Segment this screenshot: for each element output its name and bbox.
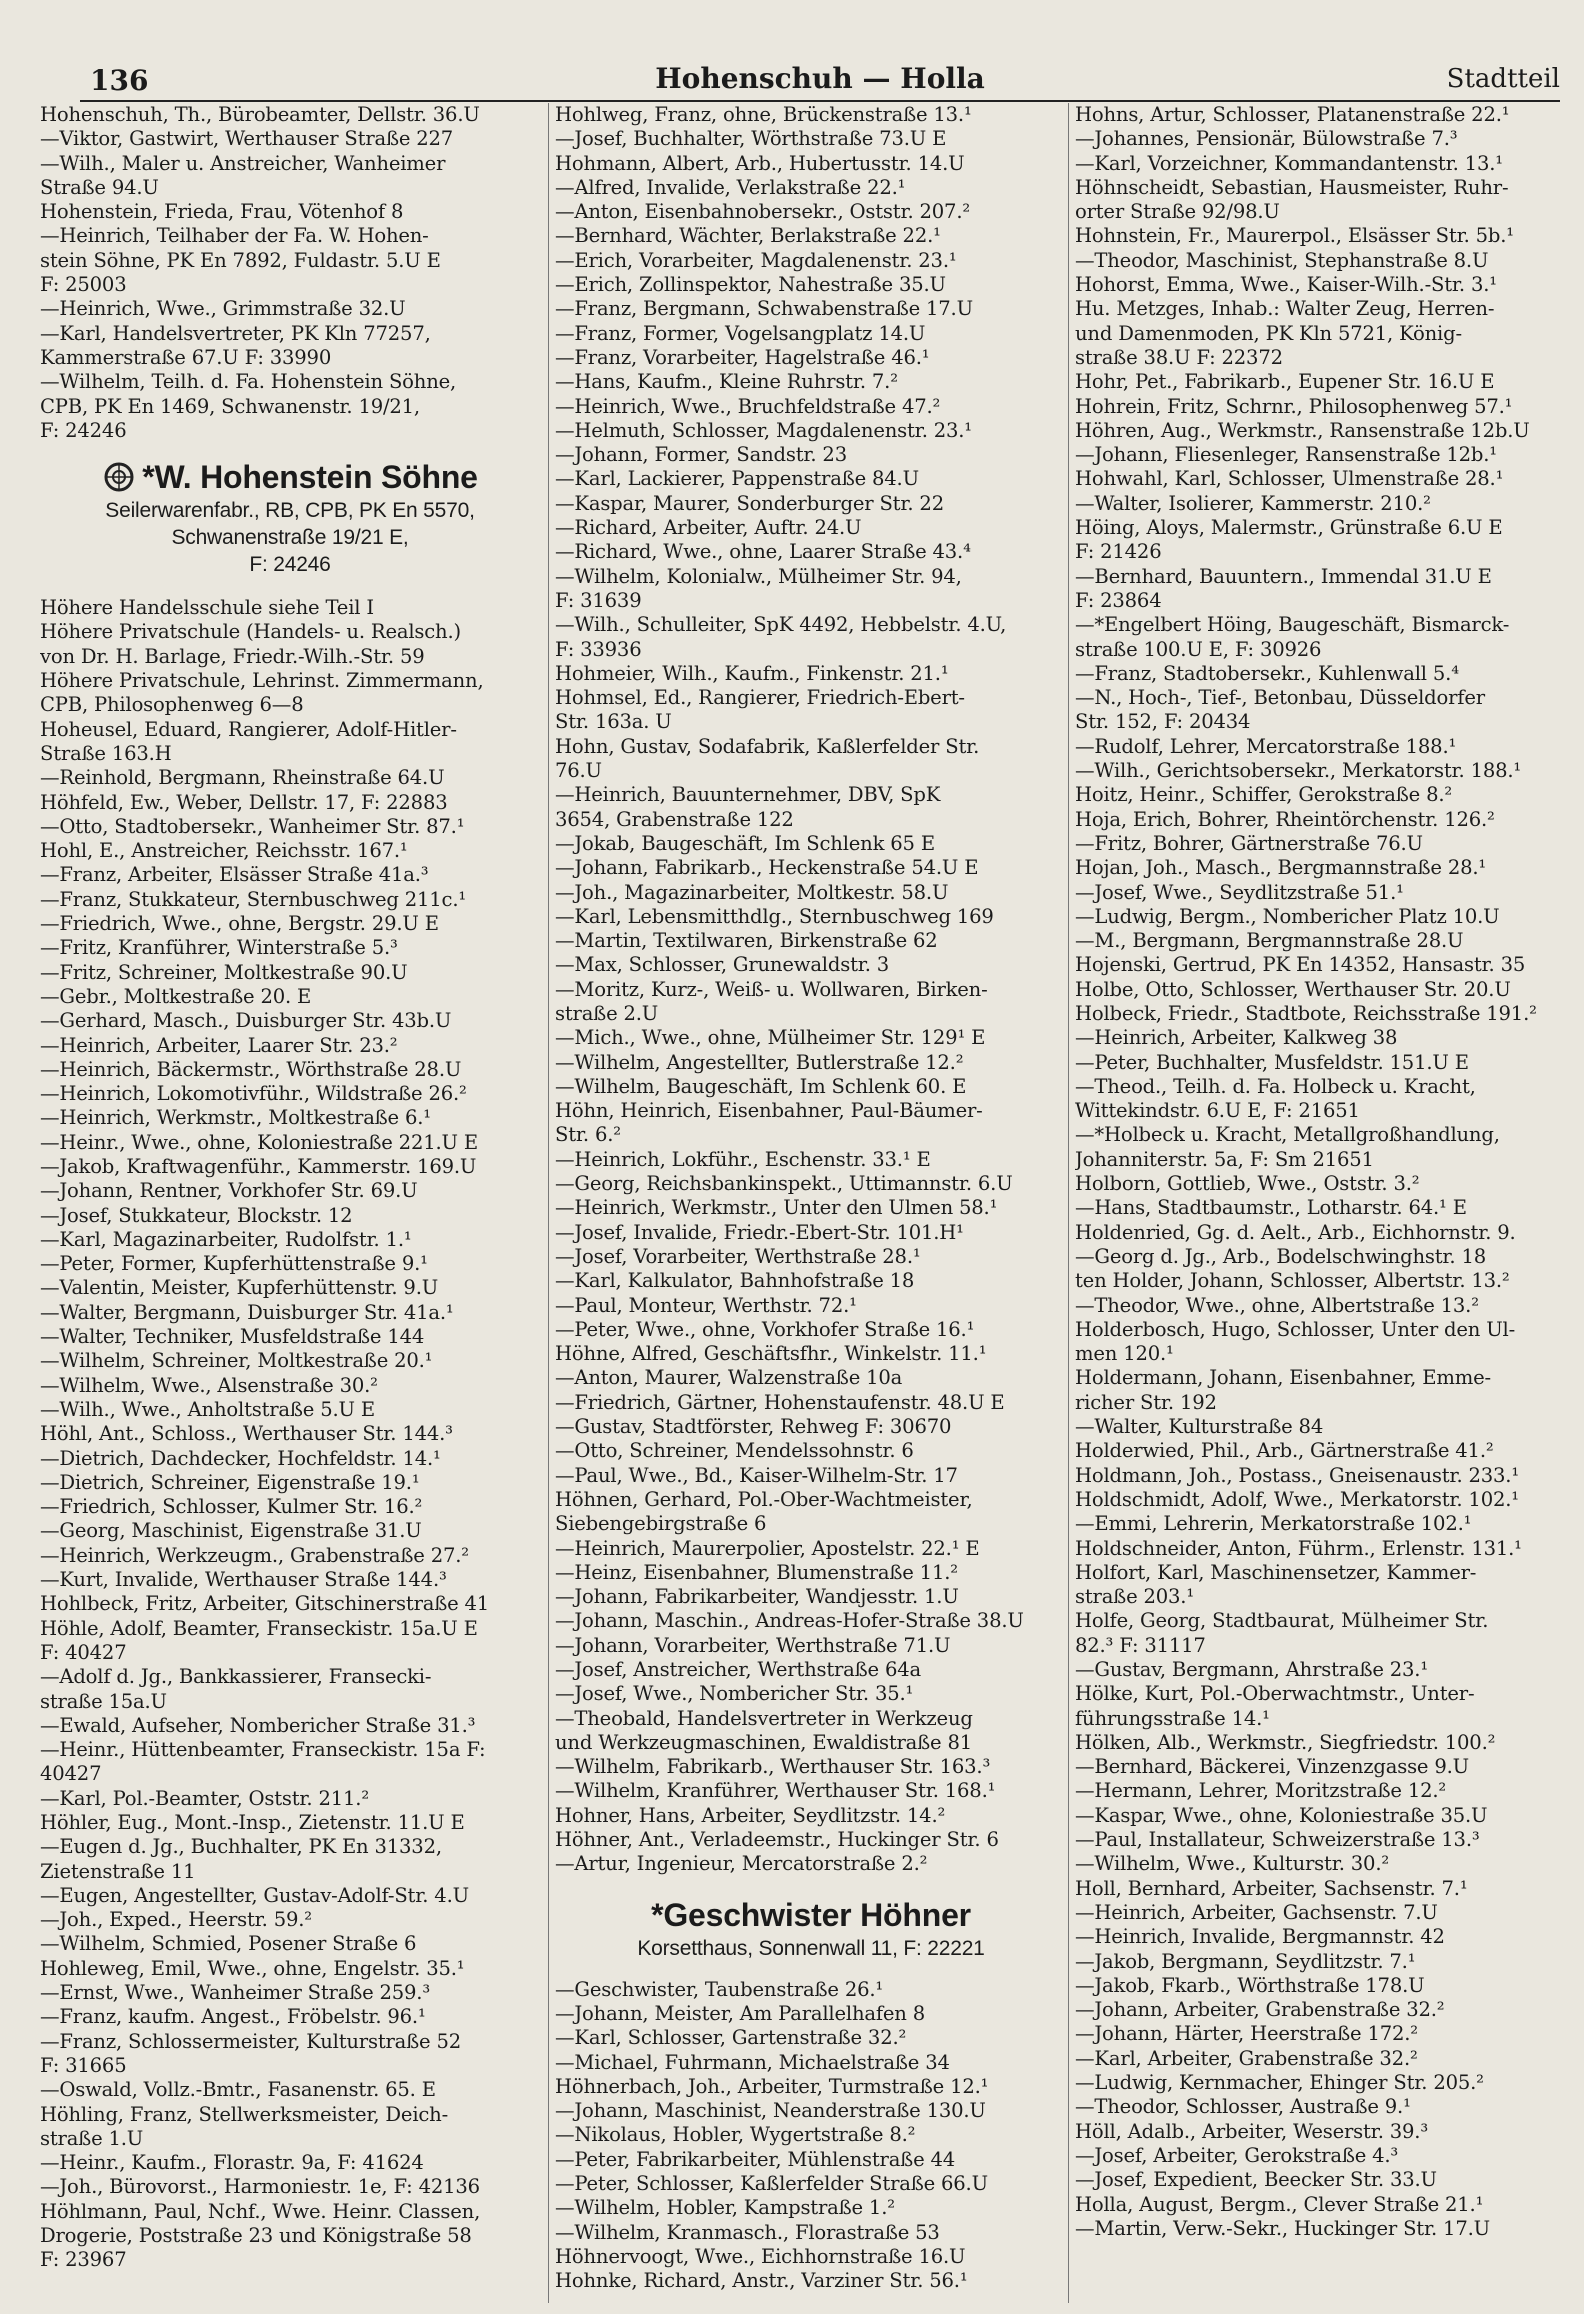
directory-entry-line: —Kaspar, Wwe., ohne, Koloniestraße 35.U — [1075, 1803, 1488, 1827]
directory-entry-line: —Ernst, Wwe., Wanheimer Straße 259.³ — [40, 1981, 430, 2005]
advert-line: F: 24246 — [249, 553, 331, 577]
directory-entry-line: —Heinrich, Arbeiter, Laarer Str. 23.² — [40, 1033, 398, 1057]
directory-entry-line: 40427 — [40, 1762, 102, 1786]
directory-entry-line: —Fritz, Bohrer, Gärtnerstraße 76.U — [1075, 831, 1423, 855]
directory-entry-line: Holdmann, Joh., Postass., Gneisenaustr. 233.¹ — [1075, 1463, 1519, 1487]
directory-entry-line: —Johann, Maschinist, Neanderstraße 130.U — [555, 2099, 986, 2123]
directory-entry-line: F: 23864 — [1075, 588, 1162, 612]
directory-entry-line: —Karl, Lebensmitthdlg., Sternbuschweg 169 — [555, 904, 994, 928]
directory-entry-line: —Wilhelm, Schmied, Posener Straße 6 — [40, 1932, 417, 1956]
directory-entry-line: —Otto, Schreiner, Mendelssohnstr. 6 — [555, 1439, 914, 1463]
directory-entry-line: Holla, August, Bergm., Clever Straße 21.¹ — [1075, 2192, 1484, 2216]
directory-entry-line: —Heinr., Wwe., ohne, Koloniestraße 221.U E — [40, 1130, 478, 1154]
directory-entry-line: Hohenschuh, Th., Bürobeamter, Dellstr. 36.U — [40, 103, 480, 126]
directory-entry-line: men 120.¹ — [1075, 1342, 1174, 1366]
directory-entry-line: Hölken, Alb., Werkmstr., Siegfriedstr. 100.² — [1075, 1730, 1496, 1754]
column-1 — [40, 103, 540, 2303]
directory-entry-line: —Paul, Wwe., Bd., Kaiser-Wilhelm-Str. 17 — [555, 1463, 958, 1487]
directory-entry-line: —Ludwig, Kernmacher, Ehinger Str. 205.² — [1075, 2071, 1484, 2095]
directory-entry-line: F: 25003 — [40, 273, 127, 297]
directory-entry-line: —Johann, Arbeiter, Grabenstraße 32.² — [1075, 1998, 1445, 2022]
directory-entry-line: Holdschmidt, Adolf, Wwe., Merkatorstr. 102.¹ — [1075, 1487, 1519, 1511]
directory-entry-line: —Heinrich, Maurerpolier, Apostelstr. 22.¹ E — [555, 1536, 980, 1560]
directory-entry-line: Hojan, Joh., Masch., Bergmannstraße 28.¹ — [1075, 856, 1487, 880]
directory-entry-line: —Heinr., Kaufm., Florastr. 9a, F: 41624 — [40, 2151, 424, 2175]
directory-entry-line: CPB, PK En 1469, Schwanenstr. 19/21, — [40, 394, 420, 418]
directory-entry-line: 82.³ F: 31117 — [1075, 1633, 1206, 1657]
directory-entry-line: Höhn, Heinrich, Eisenbahner, Paul-Bäumer- — [555, 1099, 983, 1123]
directory-entry-line: 3654, Grabenstraße 122 — [555, 807, 794, 831]
directory-entry-line: stein Söhne, PK En 7892, Fuldastr. 5.U E — [40, 248, 441, 272]
directory-entry-line: Höhnervoogt, Wwe., Eichhornstraße 16.U — [555, 2244, 966, 2268]
directory-entry-line: Holbe, Otto, Schlosser, Werthauser Str. 20.U — [1075, 977, 1511, 1001]
directory-entry-line: Str. 163a. U — [555, 710, 672, 734]
directory-entry-line: Hohnstein, Fr., Maurerpol., Elsässer Str. 5b.¹ — [1075, 224, 1514, 248]
directory-entry-line: —Jokab, Baugeschäft, Im Schlenk 65 E — [555, 831, 935, 855]
directory-entry-line: —Hermann, Lehrer, Moritzstraße 12.² — [1075, 1779, 1447, 1803]
directory-entry-line: F: 23967 — [40, 2248, 127, 2272]
directory-entry-line: —Georg d. Jg., Arb., Bodelschwinghstr. 18 — [1075, 1244, 1486, 1268]
directory-entry-line: —Friedrich, Wwe., ohne, Bergstr. 29.U E — [40, 912, 439, 936]
directory-entry-line: —Dietrich, Schreiner, Eigenstraße 19.¹ — [40, 1470, 420, 1494]
directory-entry-line: —Heinrich, Lokführ., Eschenstr. 33.¹ E — [555, 1147, 931, 1171]
directory-entry-line: —Johann, Härter, Heerstraße 172.² — [1075, 2022, 1418, 2046]
directory-entry-line: —Franz, Vorarbeiter, Hagelstraße 46.¹ — [555, 345, 930, 369]
directory-entry-line: Hohenstein, Frieda, Frau, Vötenhof 8 — [40, 200, 404, 224]
directory-entry-line: —Josef, Buchhalter, Wörthstraße 73.U E — [555, 127, 947, 151]
directory-entry-line: Hohns, Artur, Schlosser, Platanenstraße 22.¹ — [1075, 103, 1510, 126]
directory-entry-line: —Heinr., Hüttenbeamter, Franseckistr. 15a F: — [40, 1738, 486, 1762]
directory-entry-line: —Wilhelm, Kranmasch., Florastraße 53 — [555, 2220, 940, 2244]
directory-entry-line: —Johann, Maschin., Andreas-Hofer-Straße 38.U — [555, 1609, 1024, 1633]
directory-entry-line: Höhlmann, Paul, Nchf., Wwe. Heinr. Classen, — [40, 2199, 481, 2223]
directory-entry-line: —Fritz, Kranführer, Winterstraße 5.³ — [40, 936, 398, 960]
directory-entry-line: —Walter, Techniker, Musfeldstraße 144 — [40, 1325, 425, 1349]
directory-entry-line: Hohleweg, Emil, Wwe., ohne, Engelstr. 35.¹ — [40, 1956, 465, 1980]
directory-entry-line: und Damenmoden, PK Kln 5721, König- — [1075, 321, 1462, 345]
directory-entry-line: —Franz, kaufm. Angest., Fröbelstr. 96.¹ — [40, 2005, 426, 2029]
directory-entry-line: —Wilhelm, Baugeschäft, Im Schlenk 60. E — [555, 1074, 967, 1098]
directory-entry-line: —Wilh., Maler u. Anstreicher, Wanheimer — [40, 151, 446, 175]
directory-entry-line: —Bernhard, Bauuntern., Immendal 31.U E — [1075, 564, 1492, 588]
directory-entry-line: —Dietrich, Dachdecker, Hochfeldstr. 14.¹ — [40, 1446, 441, 1470]
directory-entry-line: —Josef, Stukkateur, Blockstr. 12 — [40, 1203, 353, 1227]
directory-entry-line: —Heinrich, Werkzeugm., Grabenstraße 27.² — [40, 1543, 469, 1567]
directory-entry-line: —Ludwig, Bergm., Nombericher Platz 10.U — [1075, 904, 1500, 928]
directory-entry-line: richer Str. 192 — [1075, 1390, 1217, 1414]
directory-entry-line: F: 31665 — [40, 2053, 127, 2077]
directory-entry-line: —Josef, Wwe., Seydlitzstraße 51.¹ — [1075, 880, 1404, 904]
directory-entry-line: Hoja, Erich, Bohrer, Rheintörchenstr. 126.² — [1075, 807, 1495, 831]
directory-entry-line: —Heinrich, Werkmstr., Unter den Ulmen 58.¹ — [555, 1196, 998, 1220]
directory-entry-line: —Joh., Exped., Heerstr. 59.² — [40, 1908, 312, 1932]
directory-entry-line: Höing, Aloys, Malermstr., Grünstraße 6.U E — [1075, 516, 1503, 540]
advert-line: Schwanenstraße 19/21 E, — [171, 526, 409, 550]
directory-entry-line: —Reinhold, Bergmann, Rheinstraße 64.U — [40, 766, 445, 790]
directory-entry-line: Holbeck, Friedr., Stadtbote, Reichsstraße 191.² — [1075, 1001, 1537, 1025]
directory-entry-line: —Michael, Fuhrmann, Michaelstraße 34 — [555, 2050, 950, 2074]
directory-entry-line: ten Holder, Johann, Schlosser, Albertstr. 13.² — [1075, 1269, 1510, 1293]
directory-entry-line: Höhler, Eug., Mont.-Insp., Zietenstr. 11.U E — [40, 1811, 465, 1834]
column-3 — [1068, 103, 1575, 2303]
directory-entry-line: —Wilh., Gerichtsobersekr., Merkatorstr. 188.¹ — [1075, 759, 1522, 783]
directory-entry-line: F: 31639 — [555, 588, 642, 612]
directory-entry-line: Holdschneider, Anton, Führm., Erlenstr. 131.¹ — [1075, 1536, 1522, 1560]
directory-entry-line: Wittekindstr. 6.U E, F: 21651 — [1075, 1099, 1360, 1123]
directory-entry-line: —Heinrich, Wwe., Bruchfeldstraße 47.² — [555, 394, 941, 418]
directory-entry-line: Höhnscheidt, Sebastian, Hausmeister, Ruhr- — [1075, 175, 1509, 199]
directory-entry-line: —Moritz, Kurz-, Weiß- u. Wollwaren, Birken- — [555, 977, 988, 1001]
directory-entry-line: 76.U — [555, 759, 602, 783]
directory-entry-line: straße 100.U E, F: 30926 — [1075, 637, 1322, 661]
directory-entry-line: —Anton, Maurer, Walzenstraße 10a — [555, 1366, 903, 1390]
directory-entry-line: Kammerstraße 67.U F: 33990 — [40, 345, 332, 369]
directory-entry-line: —Richard, Wwe., ohne, Laarer Straße 43.⁴ — [555, 540, 971, 564]
directory-entry-line: Straße 163.H — [40, 741, 172, 765]
directory-entry-line: —Bernhard, Wächter, Berlakstraße 22.¹ — [555, 224, 941, 248]
directory-entry-line: —Johannes, Pensionär, Bülowstraße 7.³ — [1075, 127, 1458, 151]
directory-entry-line: —Josef, Arbeiter, Gerokstraße 4.³ — [1075, 2143, 1399, 2167]
directory-entry-line: —Josef, Expedient, Beecker Str. 33.U — [1075, 2168, 1437, 2192]
directory-entry-line: —Martin, Textilwaren, Birkenstraße 62 — [555, 929, 938, 953]
directory-entry-line: Holl, Bernhard, Arbeiter, Sachsenstr. 7.¹ — [1075, 1876, 1468, 1900]
directory-entry-line: Hohr, Pet., Fabrikarb., Eupener Str. 16.U E — [1075, 370, 1495, 394]
directory-entry-line: —Josef, Vorarbeiter, Werthstraße 28.¹ — [555, 1244, 921, 1268]
directory-entry-line: —Paul, Installateur, Schweizerstraße 13.³ — [1075, 1828, 1480, 1852]
directory-entry-line: Höhne, Alfred, Geschäftsfhr., Winkelstr. 11.¹ — [555, 1342, 987, 1366]
directory-entry-line: Str. 152, F: 20434 — [1075, 710, 1251, 734]
directory-entry-line: F: 33936 — [555, 637, 642, 661]
directory-entry-line: —Friedrich, Schlosser, Kulmer Str. 16.² — [40, 1495, 423, 1519]
directory-entry-line: —Georg, Reichsbankinspekt., Uttimannstr. 6.U — [555, 1172, 1013, 1196]
column-3-entries — [1075, 103, 1575, 2241]
directory-entry-line: —Franz, Bergmann, Schwabenstraße 17.U — [555, 297, 973, 321]
directory-entry-line: —Karl, Pol.-Beamter, Oststr. 211.² — [40, 1786, 369, 1810]
directory-entry-line: —Paul, Monteur, Werthstr. 72.¹ — [555, 1293, 857, 1317]
directory-entry-line: —Theodor, Schlosser, Austraße 9.¹ — [1075, 2095, 1411, 2119]
advert-line: Korsetthaus, Sonnenwall 11, F: 22221 — [637, 1936, 985, 1960]
directory-entry-line: Hojenski, Gertrud, PK En 14352, Hansastr. 35 — [1075, 953, 1526, 977]
directory-entry-line: —Josef, Wwe., Nombericher Str. 35.¹ — [555, 1682, 914, 1706]
directory-entry-line: —Otto, Stadtobersekr., Wanheimer Str. 87.¹ — [40, 814, 465, 838]
directory-entry-line: —Karl, Vorzeichner, Kommandantenstr. 13.¹ — [1075, 151, 1503, 175]
directory-entry-line: —Hans, Kaufm., Kleine Ruhrstr. 7.² — [555, 370, 898, 394]
directory-entry-line: —Mich., Wwe., ohne, Mülheimer Str. 129¹ E — [555, 1026, 986, 1050]
directory-entry-line: —Artur, Ingenieur, Mercatorstraße 2.² — [555, 1852, 928, 1876]
directory-entry-line: —Rudolf, Lehrer, Mercatorstraße 188.¹ — [1075, 734, 1457, 758]
column-2-entries-bottom — [555, 1978, 1067, 2294]
directory-entry-line: Hohn, Gustav, Sodafabrik, Kaßlerfelder Str. — [555, 734, 980, 758]
directory-entry-line: Holborn, Gottlieb, Wwe., Oststr. 3.² — [1075, 1172, 1420, 1196]
directory-entry-line: —Theobald, Handelsvertreter in Werkzeug — [555, 1706, 973, 1730]
directory-entry-line: CPB, Philosophenweg 6—8 — [40, 693, 304, 717]
directory-entry-line: Holderwied, Phil., Arb., Gärtnerstraße 41.² — [1075, 1439, 1494, 1463]
directory-entry-line: —Wilhelm, Kranführer, Werthauser Str. 168.¹ — [555, 1779, 996, 1803]
directory-entry-line: und Werkzeugmaschinen, Ewaldistraße 81 — [555, 1730, 972, 1754]
section-label: Stadtteil — [1446, 64, 1560, 94]
directory-entry-line: —Heinrich, Bäckermstr., Wörthstraße 28.U — [40, 1057, 462, 1081]
directory-entry-line: —Max, Schlosser, Grunewaldstr. 3 — [555, 953, 890, 977]
directory-entry-line: Hohl, E., Anstreicher, Reichsstr. 167.¹ — [40, 839, 408, 863]
directory-entry-line: Str. 6.² — [555, 1123, 621, 1147]
directory-entry-line: —Josef, Invalide, Friedr.-Ebert-Str. 101.H¹ — [555, 1220, 964, 1244]
directory-entry-line: F: 40427 — [40, 1640, 127, 1664]
directory-entry-line: —Jakob, Fkarb., Wörthstraße 178.U — [1075, 1973, 1425, 1997]
directory-entry-line: —Richard, Arbeiter, Auftr. 24.U — [555, 516, 862, 540]
directory-entry-line: —Theod., Teilh. d. Fa. Holbeck u. Kracht, — [1075, 1074, 1476, 1098]
directory-entry-line: Zietenstraße 11 — [40, 1859, 196, 1883]
directory-entry-line: —Heinrich, Lokomotivführ., Wildstraße 26.² — [40, 1082, 467, 1106]
directory-entry-line: —M., Bergmann, Bergmannstraße 28.U — [1075, 929, 1464, 953]
directory-entry-line: Hölke, Kurt, Pol.-Oberwachtmstr., Unter- — [1075, 1682, 1475, 1706]
company-logo-icon — [102, 460, 136, 494]
directory-entry-line: Höhere Privatschule, Lehrinst. Zimmermann, — [40, 669, 484, 693]
directory-entry-line: Hoheusel, Eduard, Rangierer, Adolf-Hitler- — [40, 717, 457, 741]
directory-entry-line: Hohnke, Richard, Anstr., Varziner Str. 56.¹ — [555, 2269, 968, 2293]
directory-entry-line: —Franz, Arbeiter, Elsässer Straße 41a.³ — [40, 863, 429, 887]
directory-entry-line: —Johann, Rentner, Vorkhofer Str. 69.U — [40, 1179, 418, 1203]
directory-entry-line: —Kaspar, Maurer, Sonderburger Str. 22 — [555, 491, 944, 515]
directory-entry-line: —Gebr., Moltkestraße 20. E — [40, 984, 312, 1008]
directory-entry-line: —Eugen d. Jg., Buchhalter, PK En 31332, — [40, 1835, 442, 1859]
directory-entry-line: —Oswald, Vollz.-Bmtr., Fasanenstr. 65. E — [40, 2078, 436, 2102]
directory-entry-line: Hohlweg, Franz, ohne, Brückenstraße 13.¹ — [555, 103, 972, 126]
directory-entry-line: —Fritz, Schreiner, Moltkestraße 90.U — [40, 960, 408, 984]
directory-entry-line: Straße 94.U — [40, 175, 159, 199]
directory-entry-line: Holfe, Georg, Stadtbaurat, Mülheimer Str. — [1075, 1609, 1489, 1633]
directory-entry-line: Hohlbeck, Fritz, Arbeiter, Gitschinerstraße 41 — [40, 1592, 490, 1616]
directory-entry-line: straße 15a.U — [40, 1689, 167, 1713]
directory-entry-line: —Peter, Wwe., ohne, Vorkhofer Straße 16.¹ — [555, 1317, 975, 1341]
directory-entry-line: Höhl, Ant., Schloss., Werthauser Str. 144.³ — [40, 1422, 453, 1446]
directory-entry-line: Hohmeier, Wilh., Kaufm., Finkenstr. 21.¹ — [555, 661, 949, 685]
directory-entry-line: —Theodor, Wwe., ohne, Albertstraße 13.² — [1075, 1293, 1479, 1317]
advert-title: *W. Hohenstein Söhne — [142, 459, 478, 496]
directory-entry-line: Holdenried, Gg. d. Aelt., Arb., Eichhornstr. 9. — [1075, 1220, 1516, 1244]
directory-entry-line: —Helmuth, Schlosser, Magdalenenstr. 23.¹ — [555, 418, 972, 442]
directory-entry-line: —Gerhard, Masch., Duisburger Str. 43b.U — [40, 1009, 452, 1033]
directory-entry-line: —Wilhelm, Wwe., Kulturstr. 30.² — [1075, 1852, 1389, 1876]
directory-entry-line: —Erich, Vorarbeiter, Magdalenenstr. 23.¹ — [555, 248, 957, 272]
directory-entry-line: Hoitz, Heinr., Schiffer, Gerokstraße 8.² — [1075, 783, 1453, 807]
directory-entry-line: —Karl, Schlosser, Gartenstraße 32.² — [555, 2026, 907, 2050]
directory-entry-line: —Josef, Anstreicher, Werthstraße 64a — [555, 1658, 921, 1681]
directory-entry-line: —Adolf d. Jg., Bankkassierer, Fransecki- — [40, 1665, 432, 1689]
directory-entry-line: —Wilh., Schulleiter, SpK 4492, Hebbelstr. 4.U, — [555, 613, 1007, 637]
directory-entry-line: —Heinrich, Teilhaber der Fa. W. Hohen- — [40, 224, 429, 248]
directory-entry-line: —Joh., Bürovorst., Harmoniestr. 1e, F: 42136 — [40, 2175, 480, 2199]
directory-entry-line: Höhren, Aug., Werkmstr., Ransenstraße 12b.U — [1075, 418, 1530, 442]
directory-entry-line: —Eugen, Angestellter, Gustav-Adolf-Str. 4.U — [40, 1883, 469, 1907]
directory-entry-line: Hohwahl, Karl, Schlosser, Ulmenstraße 28.¹ — [1075, 467, 1504, 491]
directory-entry-line: —Nikolaus, Hobler, Wygertstraße 8.² — [555, 2123, 916, 2147]
running-title: Hohenschuh — Holla — [655, 62, 985, 95]
directory-entry-line: —N., Hoch-, Tief-, Betonbau, Düsseldorfer — [1075, 686, 1485, 710]
directory-entry-line: Hohmsel, Ed., Rangierer, Friedrich-Ebert- — [555, 686, 965, 710]
directory-entry-line: Höhfeld, Ew., Weber, Dellstr. 17, F: 22883 — [40, 790, 448, 814]
directory-entry-line: —*Engelbert Höing, Baugeschäft, Bismarck- — [1075, 613, 1510, 637]
directory-entry-line: F: 21426 — [1075, 540, 1162, 564]
directory-entry-line: —Johann, Fliesenleger, Ransenstraße 12b.¹ — [1075, 443, 1497, 467]
directory-entry-line: —Karl, Lackierer, Pappenstraße 84.U — [555, 467, 919, 491]
directory-entry-line: —Karl, Kalkulator, Bahnhofstraße 18 — [555, 1269, 915, 1293]
directory-entry-line: —Emmi, Lehrerin, Merkatorstraße 102.¹ — [1075, 1512, 1472, 1536]
directory-entry-line: straße 1.U — [40, 2126, 144, 2150]
directory-entry-line: straße 38.U F: 22372 — [1075, 345, 1283, 369]
directory-entry-line: —Gustav, Stadtförster, Rehweg F: 30670 — [555, 1415, 952, 1439]
directory-entry-line: —Wilhelm, Angestellter, Butlerstraße 12.² — [555, 1050, 964, 1074]
directory-entry-line: —Joh., Magazinarbeiter, Moltkestr. 58.U — [555, 880, 949, 904]
directory-entry-line: —Martin, Verw.-Sekr., Huckinger Str. 17.U — [1075, 2216, 1490, 2240]
directory-entry-line: —Wilh., Wwe., Anholtstraße 5.U E — [40, 1397, 375, 1421]
advert-line: Seilerwarenfabr., RB, CPB, PK En 5570, — [105, 499, 475, 523]
directory-entry-line: Höhling, Franz, Stellwerksmeister, Deich- — [40, 2102, 449, 2126]
directory-entry-line: —Wilhelm, Kolonialw., Mülheimer Str. 94, — [555, 564, 962, 588]
directory-entry-line: —Jakob, Bergmann, Seydlitzstr. 7.¹ — [1075, 1949, 1416, 1973]
directory-entry-line: —Friedrich, Gärtner, Hohenstaufenstr. 48.U E — [555, 1390, 1005, 1414]
directory-entry-line: Holderbosch, Hugo, Schlosser, Unter den Ul- — [1075, 1317, 1516, 1341]
directory-entry-line: —Wilhelm, Hobler, Kampstraße 1.² — [555, 2196, 895, 2220]
directory-entry-line: —Georg, Maschinist, Eigenstraße 31.U — [40, 1519, 422, 1543]
directory-entry-line: führungsstraße 14.¹ — [1075, 1706, 1270, 1730]
directory-entry-line: —Peter, Schlosser, Kaßlerfelder Straße 66.U — [555, 2172, 988, 2196]
column-2 — [548, 103, 1067, 2303]
directory-entry-line: Höhnerbach, Joh., Arbeiter, Turmstraße 12.¹ — [555, 2074, 989, 2098]
directory-entry-line: Holfort, Karl, Maschinensetzer, Kammer- — [1075, 1560, 1477, 1584]
advert-hoehner — [555, 1895, 1067, 1962]
directory-entry-line: —Karl, Arbeiter, Grabenstraße 32.² — [1075, 2046, 1418, 2070]
directory-entry-line: —Franz, Stadtobersekr., Kuhlenwall 5.⁴ — [1075, 661, 1459, 685]
directory-entry-line: straße 203.¹ — [1075, 1585, 1194, 1609]
directory-entry-line: —Gustav, Bergmann, Ahrstraße 23.¹ — [1075, 1658, 1428, 1681]
directory-entry-line: —Wilhelm, Schreiner, Moltkestraße 20.¹ — [40, 1349, 433, 1373]
directory-entry-line: —Johann, Former, Sandstr. 23 — [555, 443, 847, 467]
directory-entry-line: Hohmann, Albert, Arb., Hubertusstr. 14.U — [555, 151, 965, 175]
directory-entry-line: —Peter, Former, Kupferhüttenstraße 9.¹ — [40, 1252, 428, 1276]
directory-entry-line: —Erich, Zollinspektor, Nahestraße 35.U — [555, 273, 946, 297]
advert-title: *Geschwister Höhner — [651, 1896, 971, 1933]
directory-entry-line: —Heinrich, Bauunternehmer, DBV, SpK — [555, 783, 941, 807]
directory-entry-line: Hu. Metzges, Inhab.: Walter Zeug, Herren- — [1075, 297, 1495, 321]
directory-entry-line: —Johann, Meister, Am Parallelhafen 8 — [555, 2001, 926, 2025]
directory-entry-line: Höhnen, Gerhard, Pol.-Ober-Wachtmeister, — [555, 1487, 973, 1511]
directory-entry-line: Holdermann, Johann, Eisenbahner, Emme- — [1075, 1366, 1491, 1390]
directory-entry-line: —Kurt, Invalide, Werthauser Straße 144.³ — [40, 1568, 447, 1592]
directory-entry-line: Drogerie, Poststraße 23 und Königstraße 58 — [40, 2224, 472, 2248]
directory-entry-line: Siebengebirgstraße 6 — [555, 1512, 767, 1536]
directory-entry-line: —Peter, Buchhalter, Musfeldstr. 151.U E — [1075, 1050, 1469, 1074]
directory-entry-line: —Wilhelm, Teilh. d. Fa. Hohenstein Söhne, — [40, 370, 457, 394]
directory-entry-line: —Alfred, Invalide, Verlakstraße 22.¹ — [555, 175, 906, 199]
directory-entry-line: straße 2.U — [555, 1001, 659, 1025]
directory-entry-line: von Dr. H. Barlage, Friedr.-Wilh.-Str. 59 — [40, 644, 425, 668]
directory-entry-line: —Walter, Bergmann, Duisburger Str. 41a.¹ — [40, 1300, 454, 1324]
directory-entry-line: —Bernhard, Bäckerei, Vinzenzgasse 9.U — [1075, 1755, 1469, 1779]
directory-entry-line: Höhle, Adolf, Beamter, Franseckistr. 15a.U E — [40, 1616, 478, 1640]
directory-entry-line: —Johann, Fabrikarb., Heckenstraße 54.U E — [555, 856, 979, 880]
directory-entry-line: —Valentin, Meister, Kupferhüttenstr. 9.U — [40, 1276, 439, 1300]
directory-entry-line: —Peter, Fabrikarbeiter, Mühlenstraße 44 — [555, 2147, 956, 2171]
directory-entry-line: —Franz, Former, Vogelsangplatz 14.U — [555, 321, 926, 345]
directory-entry-line: —Heinrich, Arbeiter, Gachsenstr. 7.U — [1075, 1900, 1438, 1924]
page-number: 136 — [90, 64, 149, 97]
column-1-entries-bottom — [40, 596, 540, 2272]
directory-entry-line: Höll, Adalb., Arbeiter, Weserstr. 39.³ — [1075, 2119, 1428, 2143]
directory-entry-line: Hohorst, Emma, Wwe., Kaiser-Wilh.-Str. 3.¹ — [1075, 273, 1497, 297]
directory-entry-line: —Wilhelm, Fabrikarb., Werthauser Str. 163.³ — [555, 1755, 991, 1779]
directory-entry-line: —Hans, Stadtbaumstr., Lotharstr. 64.¹ E — [1075, 1196, 1467, 1220]
directory-entry-line: —Walter, Isolierer, Kammerstr. 210.² — [1075, 491, 1431, 515]
directory-entry-line: —Walter, Kulturstraße 84 — [1075, 1415, 1324, 1439]
directory-entry-line: —Karl, Handelsvertreter, PK Kln 77257, — [40, 321, 431, 345]
column-1-entries-top — [40, 103, 540, 443]
directory-entry-line: —Theodor, Maschinist, Stephanstraße 8.U — [1075, 248, 1489, 272]
directory-entry-line: Höhere Handelsschule siehe Teil I — [40, 596, 374, 620]
directory-entry-line: F: 24246 — [40, 418, 127, 442]
advert-hohenstein — [40, 457, 540, 578]
directory-entry-line: Höhere Privatschule (Handels- u. Realsch.) — [40, 620, 461, 644]
directory-entry-line: —Heinrich, Wwe., Grimmstraße 32.U — [40, 297, 406, 321]
directory-entry-line: —Johann, Fabrikarbeiter, Wandjesstr. 1.U — [555, 1585, 959, 1609]
directory-entry-line: orter Straße 92/98.U — [1075, 200, 1280, 224]
directory-entry-line: —Viktor, Gastwirt, Werthauser Straße 227 — [40, 127, 454, 151]
page-header — [80, 60, 1560, 102]
directory-entry-line: Johanniterstr. 5a, F: Sm 21651 — [1075, 1147, 1374, 1171]
directory-entry-line: Hohner, Hans, Arbeiter, Seydlitzstr. 14.² — [555, 1803, 946, 1827]
directory-entry-line: —Franz, Schlossermeister, Kulturstraße 52 — [40, 2029, 461, 2053]
directory-entry-line: —Geschwister, Taubenstraße 26.¹ — [555, 1977, 884, 2001]
directory-entry-line: —Franz, Stukkateur, Sternbuschweg 211c.¹ — [40, 887, 467, 911]
directory-entry-line: —Wilhelm, Wwe., Alsenstraße 30.² — [40, 1373, 378, 1397]
directory-entry-line: —Johann, Vorarbeiter, Werthstraße 71.U — [555, 1633, 951, 1657]
column-2-entries-top — [555, 103, 1067, 1877]
directory-entry-line: —Jakob, Kraftwagenführ., Kammerstr. 169.U — [40, 1154, 477, 1178]
directory-entry-line: —Heinrich, Arbeiter, Kalkweg 38 — [1075, 1026, 1398, 1050]
directory-entry-line: —Heinrich, Invalide, Bergmannstr. 42 — [1075, 1925, 1445, 1949]
directory-entry-line: Hohrein, Fritz, Schrnr., Philosophenweg 57.¹ — [1075, 394, 1513, 418]
directory-entry-line: —Ewald, Aufseher, Nombericher Straße 31.³ — [40, 1713, 476, 1737]
directory-entry-line: Höhner, Ant., Verladeemstr., Huckinger Str. 6 — [555, 1828, 999, 1852]
directory-entry-line: —Anton, Eisenbahnobersekr., Oststr. 207.² — [555, 200, 971, 224]
directory-entry-line: —Heinz, Eisenbahner, Blumenstraße 11.² — [555, 1560, 958, 1584]
directory-entry-line: —Heinrich, Werkmstr., Moltkestraße 6.¹ — [40, 1106, 431, 1130]
directory-entry-line: —Karl, Magazinarbeiter, Rudolfstr. 1.¹ — [40, 1227, 412, 1251]
directory-entry-line: —*Holbeck u. Kracht, Metallgroßhandlung, — [1075, 1123, 1500, 1147]
